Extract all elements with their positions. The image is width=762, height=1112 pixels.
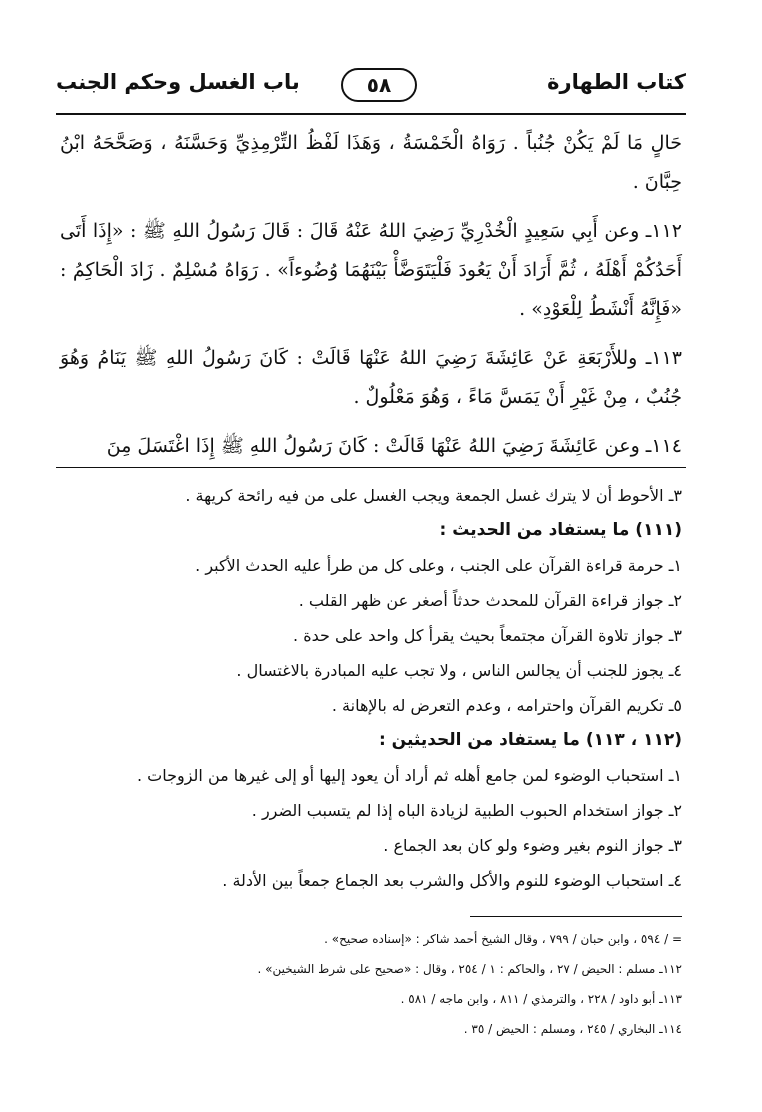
- footnote: = / ٥٩٤ ، وابن حبان / ٧٩٩ ، وقال الشيخ أحمد شاكر : «إسناده صحيح» .: [324, 932, 682, 946]
- note-item: ٤ـ يجوز للجنب أن يجالس الناس ، ولا تجب عليه المبادرة بالاغتسال .: [236, 661, 682, 680]
- footnote: ١١٢ـ مسلم : الحيض / ٢٧ ، والحاكم : ١ / ٢٥٤ ، وقال : «صحيح على شرط الشيخين» .: [257, 962, 682, 976]
- hadith-paragraph: ١١٤ـ وعن عَائِشَةَ رَضِيَ اللهُ عَنْهَا قَالَتْ : كَانَ رَسُولُ اللهِ ﷺ إِذَا اغْتَسَلَ مِنَ: [106, 435, 682, 457]
- note-item: ٥ـ تكريم القرآن واحترامه ، وعدم التعرض له بالإهانة .: [331, 696, 682, 715]
- page-number-badge: ٥٨: [341, 68, 417, 102]
- hadith-paragraph: ١١٢ـ وعن أَبِي سَعِيدٍ الْخُدْرِيِّ رَضِيَ اللهُ عَنْهُ قَالَ : قَالَ رَسُولُ اللهِ ﷺ : «إِذَا أَتَى أَحَدُكُمْ أَهْلَهُ ، ثُمَّ أَرَادَ أَنْ يَعُودَ فَلْيَتَوَضَّأْ بَيْنَهُمَا وُضُوءاً» . رَوَاهُ مُسْلِمٌ . زَادَ الْحَاكِمُ : «فَإِنَّهُ أَنْشَطُ لِلْعَوْدِ» .: [60, 220, 682, 320]
- note-item: ٣ـ جواز تلاوة القرآن مجتمعاً بحيث يقرأ كل واحد على حدة .: [293, 626, 682, 645]
- footnote-rule: [470, 916, 682, 917]
- note-item: ٣ـ الأحوط أن لا يترك غسل الجمعة ويجب الغسل على من فيه رائحة كريهة .: [185, 486, 682, 505]
- note-item: ٢ـ جواز قراءة القرآن للمحدث حدثاً أصغر عن ظهر القلب .: [298, 591, 682, 610]
- section-heading: (١١٢ ، ١١٣) ما يستفاد من الحديثين :: [378, 730, 682, 750]
- hadith-text: [60, 124, 682, 466]
- footnote: ١١٤ـ البخاري / ٢٤٥ ، ومسلم : الحيض / ٣٥ .: [463, 1022, 682, 1036]
- hadith-paragraph: ١١٣ـ وللأَرْبَعَةِ عَنْ عَائِشَةَ رَضِيَ اللهُ عَنْهَا قَالَتْ : كَانَ رَسُولُ اللهِ ﷺ يَنَامُ وَهُوَ جُنُبٌ ، مِنْ غَيْرِ أَنْ يَمَسَّ مَاءً ، وَهُوَ مَعْلُولٌ .: [60, 347, 682, 408]
- section-heading: (١١١) ما يستفاد من الحديث :: [439, 520, 682, 540]
- page-header: [56, 62, 686, 110]
- note-item: ٤ـ استحباب الوضوء للنوم والأكل والشرب بعد الجماع جمعاً بين الأدلة .: [222, 871, 682, 890]
- header-rule: [56, 113, 686, 115]
- note-item: ٣ـ جواز النوم بغير وضوء ولو كان بعد الجماع .: [383, 836, 682, 855]
- book-title: كتاب الطهارة: [547, 70, 686, 94]
- footnote: ١١٣ـ أبو داود / ٢٢٨ ، والترمذي / ٨١١ ، وابن ماجه / ٥٨١ .: [400, 992, 682, 1006]
- commentary: [60, 478, 682, 898]
- note-item: ١ـ استحباب الوضوء لمن جامع أهله ثم أراد أن يعود إليها أو إلى غيرها من الزوجات .: [136, 766, 682, 785]
- note-item: ١ـ حرمة قراءة القرآن على الجنب ، وعلى كل من طرأ عليه الحدث الأكبر .: [195, 556, 682, 575]
- chapter-title: باب الغسل وحكم الجنب: [56, 70, 300, 94]
- section-divider: [56, 467, 686, 468]
- footnotes: [60, 924, 682, 1044]
- note-item: ٢ـ جواز استخدام الحبوب الطبية لزيادة الباه إذا لم يتسبب الضرر .: [251, 801, 682, 820]
- hadith-paragraph: حَالٍ مَا لَمْ يَكُنْ جُنُباً . رَوَاهُ الْخَمْسَةُ ، وَهَذَا لَفْظُ التِّرْمِذِيِّ وَحَسَّنَهُ ، وَصَحَّحَهُ ابْنُ حِبَّانَ .: [60, 132, 682, 193]
